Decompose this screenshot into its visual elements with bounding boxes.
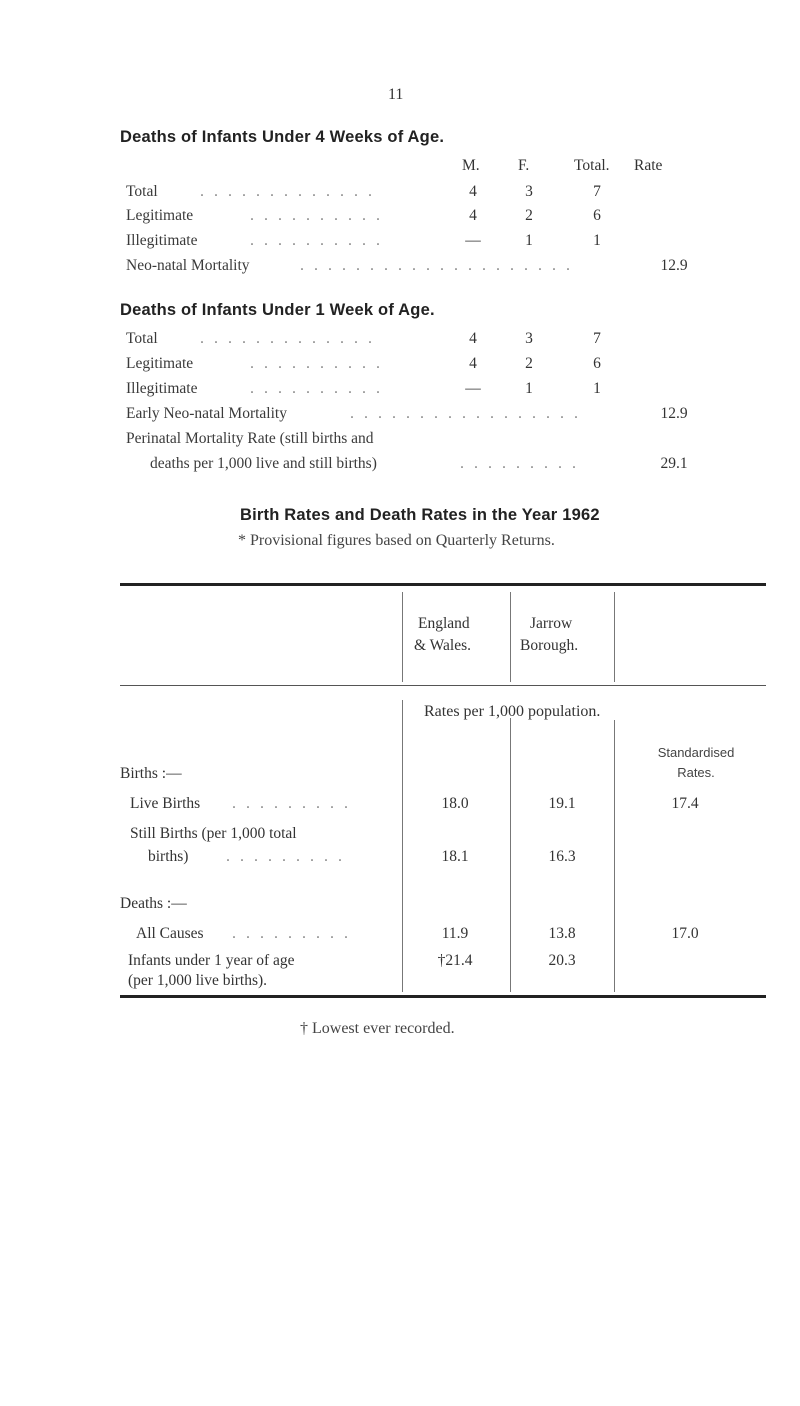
leader-dots: . . . . . . . . . . . . . . . . . . . .	[300, 257, 573, 274]
standardised-line2: Rates.	[677, 765, 715, 780]
column-divider	[402, 700, 403, 992]
col-england-line2: & Wales.	[414, 637, 472, 654]
s1-total-total: 7	[593, 183, 601, 200]
s2-early-neonatal-rate: 12.9	[660, 405, 688, 422]
leader-dots: . . . . . . . . . . . . .	[200, 183, 375, 200]
perinatal-rate: 29.1	[660, 455, 688, 472]
still-births-england: 18.1	[441, 848, 469, 865]
provisional-note: * Provisional figures based on Quarterly Returns.	[238, 532, 555, 549]
s2-legit-total: 6	[593, 355, 601, 372]
all-causes-jarrow: 13.8	[548, 925, 576, 942]
s1-legit-f: 2	[525, 207, 533, 224]
infants-england: †21.4	[437, 952, 473, 969]
s2-total-m: 4	[469, 330, 477, 347]
s1-row-legitimate-label: Legitimate	[126, 207, 194, 224]
all-causes-label: All Causes	[136, 925, 204, 942]
leader-dots: . . . . . . . . .	[460, 455, 579, 472]
table-header-rule	[120, 685, 766, 686]
leader-dots: . . . . . . . . .	[226, 848, 345, 865]
leader-dots: . . . . . . . . . .	[250, 207, 383, 224]
leader-dots: . . . . . . . . .	[232, 795, 351, 812]
s1-row-illegitimate-label: Illegitimate	[126, 232, 198, 249]
standardised-line1: Standardised	[657, 745, 735, 760]
s2-row-early-neonatal-label: Early Neo-natal Mortality	[126, 405, 287, 422]
s2-total-f: 3	[525, 330, 533, 347]
still-births-label-line1: Still Births (per 1,000 total	[130, 825, 297, 842]
leader-dots: . . . . . . . . .	[232, 925, 351, 942]
page-number: 11	[388, 86, 404, 103]
live-births-standardised: 17.4	[671, 795, 699, 812]
still-births-jarrow: 16.3	[548, 848, 576, 865]
s2-total-total: 7	[593, 330, 601, 347]
leader-dots: . . . . . . . . . . . . .	[200, 330, 375, 347]
leader-dots: . . . . . . . . . . . . . . . . .	[350, 405, 581, 422]
footnote: † Lowest ever recorded.	[300, 1020, 455, 1037]
s2-legit-m: 4	[469, 355, 477, 372]
live-births-jarrow: 19.1	[548, 795, 576, 812]
s1-total-f: 3	[525, 183, 533, 200]
s1-legit-total: 6	[593, 207, 601, 224]
s1-illegit-total: 1	[593, 232, 601, 249]
column-divider	[614, 720, 615, 992]
s1-neonatal-rate: 12.9	[660, 257, 688, 274]
col-m-header: M.	[462, 157, 480, 174]
table-bottom-rule	[120, 995, 766, 998]
s2-illegit-total: 1	[593, 380, 601, 397]
rates-caption: Rates per 1,000 population.	[424, 703, 601, 720]
all-causes-standardised: 17.0	[671, 925, 699, 942]
all-causes-england: 11.9	[441, 925, 469, 942]
column-divider	[510, 718, 511, 992]
column-divider	[614, 592, 615, 682]
section3-heading: Birth Rates and Death Rates in the Year 1962	[240, 506, 600, 524]
col-rate-header: Rate	[634, 157, 663, 174]
table-top-rule	[120, 583, 766, 586]
section1-heading: Deaths of Infants Under 4 Weeks of Age.	[120, 128, 445, 146]
s1-row-total-label: Total	[126, 183, 158, 200]
s1-illegit-m: —	[465, 232, 481, 249]
perinatal-label-line1: Perinatal Mortality Rate (still births and	[126, 430, 374, 447]
infants-jarrow: 20.3	[548, 952, 576, 969]
leader-dots: . . . . . . . . . .	[250, 355, 383, 372]
s1-row-neonatal-label: Neo-natal Mortality	[126, 257, 250, 274]
column-divider	[510, 592, 511, 682]
infants-label-line2: (per 1,000 live births).	[128, 972, 268, 989]
col-total-header: Total.	[574, 157, 610, 174]
live-births-label: Live Births	[130, 795, 201, 812]
s1-illegit-f: 1	[525, 232, 533, 249]
section2-heading: Deaths of Infants Under 1 Week of Age.	[120, 301, 435, 319]
live-births-england: 18.0	[441, 795, 469, 812]
births-heading: Births :—	[120, 765, 182, 782]
deaths-heading: Deaths :—	[120, 895, 187, 912]
s2-row-total-label: Total	[126, 330, 158, 347]
s2-row-legitimate-label: Legitimate	[126, 355, 194, 372]
s2-legit-f: 2	[525, 355, 533, 372]
s1-legit-m: 4	[469, 207, 477, 224]
col-england-line1: England	[418, 615, 470, 632]
col-f-header: F.	[518, 157, 530, 174]
col-jarrow-line2: Borough.	[520, 637, 579, 654]
s1-total-m: 4	[469, 183, 477, 200]
leader-dots: . . . . . . . . . .	[250, 232, 383, 249]
s2-row-illegitimate-label: Illegitimate	[126, 380, 198, 397]
perinatal-label-line2: deaths per 1,000 live and still births)	[150, 455, 377, 472]
s2-illegit-f: 1	[525, 380, 533, 397]
still-births-label-line2: births)	[148, 848, 189, 865]
leader-dots: . . . . . . . . . .	[250, 380, 383, 397]
column-divider	[402, 592, 403, 682]
col-jarrow-line1: Jarrow	[530, 615, 573, 632]
infants-label-line1: Infants under 1 year of age	[128, 952, 295, 969]
s2-illegit-m: —	[465, 380, 481, 397]
